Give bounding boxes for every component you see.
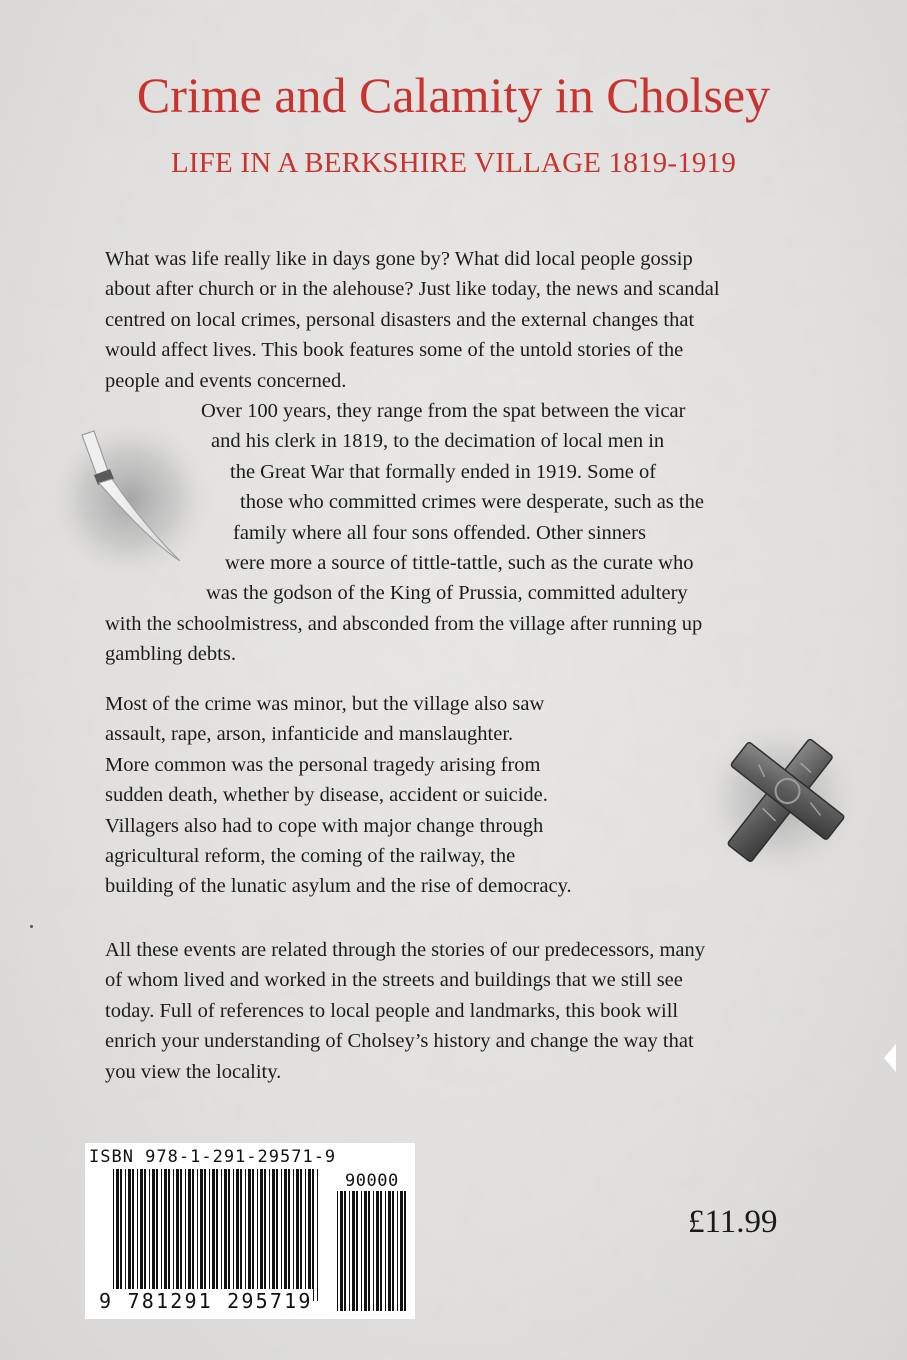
barcode-bar <box>281 1169 282 1301</box>
book-title: Crime and Calamity in Cholsey <box>136 67 771 123</box>
barcode-bar <box>257 1169 258 1301</box>
barcode-bar <box>180 1169 182 1301</box>
text-line: about after church or in the alehouse? Just like today, the news and scandal <box>105 278 720 301</box>
barcode-bar <box>272 1169 275 1301</box>
barcode-bar <box>305 1169 306 1301</box>
text-line: What was life really like in days gone by? What did local people gossip <box>105 248 693 270</box>
isbn-label: ISBN 978-1-291-29571-9 <box>89 1147 337 1167</box>
barcode-bar <box>132 1169 134 1301</box>
isbn-barcode <box>85 1143 415 1319</box>
barcode-bar <box>200 1169 203 1301</box>
text-line: of whom lived and worked in the streets and buildings that we still see <box>105 969 683 992</box>
barcode-bar <box>352 1191 355 1311</box>
barcode-bar <box>337 1191 338 1311</box>
text-line: the Great War that formally ended in 1919. Some of <box>230 460 657 483</box>
barcode-bar <box>260 1169 263 1301</box>
barcode-bar <box>296 1169 299 1301</box>
barcode-bar <box>204 1169 206 1301</box>
text-line: and his clerk in 1819, to the decimation of local men in <box>211 430 665 453</box>
barcode-bar <box>288 1169 290 1301</box>
barcode-bar <box>236 1169 239 1301</box>
barcode-bar <box>392 1191 394 1311</box>
barcode-bar <box>308 1169 311 1301</box>
barcode-bar <box>368 1191 370 1311</box>
text-line: Most of the crime was minor, but the village also saw <box>105 693 545 715</box>
barcode-bar <box>317 1169 318 1301</box>
barcode-bar <box>216 1169 218 1301</box>
barcode-bar <box>312 1169 314 1301</box>
barcode-ean-digits: 9 781291 295719 <box>99 1289 313 1313</box>
stone-cross-illustration <box>694 713 866 885</box>
barcode-bar <box>120 1169 122 1301</box>
text-line: you view the locality. <box>105 1060 282 1083</box>
text-line: were more a source of tittle-tattle, such as the curate who <box>225 552 694 575</box>
barcode-bar <box>276 1169 278 1301</box>
text-line: today. Full of references to local people and landmarks, this book will <box>105 999 679 1022</box>
text-line: All these events are related through the stories of our predecessors, many <box>105 939 705 961</box>
barcode-bar <box>224 1169 227 1301</box>
barcode-bar <box>209 1169 210 1301</box>
barcode-bar <box>125 1169 126 1301</box>
barcode-bar <box>168 1169 170 1301</box>
barcode-bar <box>228 1169 230 1301</box>
barcode-bar <box>140 1169 143 1301</box>
barcode-bar <box>300 1169 302 1301</box>
barcode-bar <box>269 1169 270 1301</box>
barcode-bar <box>144 1169 146 1301</box>
text-line: would affect lives. This book features some of the untold stories of the <box>105 339 684 362</box>
barcode-bar <box>356 1191 358 1311</box>
barcode-bar <box>156 1169 158 1301</box>
barcode-bar <box>364 1191 367 1311</box>
barcode-bar <box>233 1169 234 1301</box>
text-line: building of the lunatic asylum and the rise of democracy. <box>105 875 572 898</box>
barcode-bar <box>152 1169 155 1301</box>
barcode-bar <box>388 1191 391 1311</box>
price-label: £11.99 <box>688 1204 778 1240</box>
barcode-bar <box>176 1169 179 1301</box>
barcode-bar <box>173 1169 174 1301</box>
text-line: centred on local crimes, personal disasters and the external changes that <box>105 308 695 331</box>
barcode-bar <box>188 1169 191 1301</box>
barcode-bar <box>128 1169 131 1301</box>
barcode-bar <box>164 1169 167 1301</box>
barcode-bar <box>404 1191 406 1311</box>
blurb-paragraph-1 <box>105 244 720 396</box>
barcode-bar <box>212 1169 215 1301</box>
barcode-bar <box>361 1191 362 1311</box>
barcode-bar <box>240 1169 242 1301</box>
text-line: family where all four sons offended. Other sinners <box>233 521 646 544</box>
barcode-bar <box>161 1169 162 1301</box>
blurb-paragraph-2 <box>105 396 704 670</box>
barcode-bar <box>137 1169 138 1301</box>
barcode-bar <box>284 1169 287 1301</box>
text-line: sudden death, whether by disease, accident or suicide. <box>105 784 548 807</box>
barcode-bar <box>340 1191 343 1311</box>
text-line: More common was the personal tragedy arising from <box>105 753 541 776</box>
barcode-bar <box>376 1191 379 1311</box>
text-line: people and events concerned. <box>105 369 347 392</box>
barcode-bar <box>252 1169 254 1301</box>
book-subtitle: LIFE IN A BERKSHIRE VILLAGE 1819-1919 <box>170 147 737 179</box>
barcode-bar <box>113 1169 114 1301</box>
barcode-bar <box>197 1169 198 1301</box>
text-line: Villagers also had to cope with major change through <box>105 814 544 837</box>
barcode-bar <box>344 1191 346 1311</box>
blurb-paragraph-4 <box>105 935 705 1087</box>
barcode-bar <box>293 1169 294 1301</box>
barcode-bar <box>221 1169 222 1301</box>
text-line: those who committed crimes were desperate, such as the <box>240 491 704 514</box>
barcode-bar <box>185 1169 186 1301</box>
barcode-bar <box>349 1191 350 1311</box>
text-line: gambling debts. <box>105 643 236 666</box>
edge-mark <box>884 1044 896 1072</box>
barcode-bar <box>264 1169 266 1301</box>
barcode-bar <box>116 1169 119 1301</box>
text-line: assault, rape, arson, infanticide and manslaughter. <box>105 723 514 746</box>
barcode-addon-digits: 90000 <box>345 1171 399 1191</box>
barcode-bar <box>397 1191 398 1311</box>
barcode-bar <box>248 1169 251 1301</box>
barcode-bar <box>400 1191 403 1311</box>
text-line: agricultural reform, the coming of the railway, the <box>105 845 516 868</box>
barcode-bar <box>192 1169 194 1301</box>
text-line: enrich your understanding of Cholsey’s history and change the way that <box>105 1030 694 1053</box>
barcode-bar <box>245 1169 246 1301</box>
barcode-bar <box>149 1169 150 1301</box>
text-line: was the godson of the King of Prussia, committed adultery <box>206 582 688 605</box>
text-line: Over 100 years, they range from the spat between the vicar <box>201 400 686 422</box>
barcode-bar <box>380 1191 382 1311</box>
text-line: with the schoolmistress, and absconded from the village after running up <box>105 612 703 635</box>
barcode-bar <box>373 1191 374 1311</box>
barcode-bar <box>385 1191 386 1311</box>
paper-speck <box>30 925 33 928</box>
blurb-paragraph-3 <box>105 689 572 902</box>
